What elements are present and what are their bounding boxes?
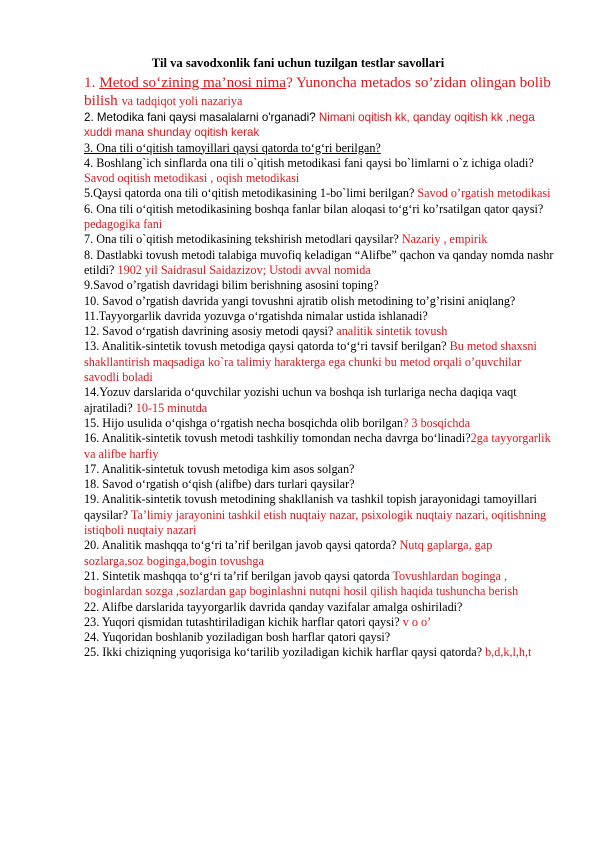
question-text: 7. Ona tili o`qitish metodikasining tekshirish metodlari qaysilar? [84, 232, 402, 247]
question-text: 24. Yuqoridan boshlanib yoziladigan bosh harflar qatori qaysi? [84, 630, 391, 645]
question-text: 6. Ona tili o‘qitish metodikasining boshqa fanlar bilan aloqasi to‘g‘ri ko’rsatilgan qator qaysi? [84, 201, 544, 216]
question-item-6 [84, 202, 554, 233]
question-text: 10. Savod o’rgatish davrida yangi tovushni ajratib olish metodining to’g’risini aniqlang? [84, 293, 516, 308]
question-item-7 [84, 232, 554, 247]
question-item-13 [84, 339, 554, 385]
question-item-15 [84, 416, 554, 431]
question-text: 18. Savod o‘rgatish o‘qish (alifbe) dars turlari qaysilar? [84, 477, 355, 492]
question-item-16 [84, 431, 554, 462]
question-item-18 [84, 477, 554, 492]
question-text: 15. Hijo usulida o‘qishga o‘rgatish necha bosqichda olib borilgan [84, 415, 403, 430]
question-item-2 [84, 110, 554, 141]
question-mark: ? [286, 74, 297, 91]
question-item-14 [84, 385, 554, 416]
answer-text: Bu metod shaxsni shakllantirish maqsadiga ko`ra talimiy harakterga ega chunki bu metod orqali o’quvchilar savodli boladi [84, 339, 537, 385]
answer-text: Savod o’rgatish metodikasi [417, 186, 551, 201]
answer-text: Nimani oqitish kk, qanday oqitish kk ,nega xuddi mana shunday oqitish kerak [84, 111, 535, 140]
question-item-19 [84, 492, 554, 538]
question-item-5 [84, 186, 554, 201]
question-item-8 [84, 248, 554, 279]
question-text: 19. Analitik-sintetik tovush metodining shakllanish va tashkil topish jarayonidagi tamoyillari qaysilar? [84, 492, 537, 522]
answer-text: 2ga tayyorgarlik va alifbe harfiy [84, 431, 551, 461]
question-item-24 [84, 630, 554, 645]
question-item-9 [84, 278, 554, 293]
question-text: 16. Analitik-sintetik tovush metodi tashkiliy tomondan necha davrga bo‘linadi? [84, 431, 471, 446]
question-text: 25. Ikki chiziqning yuqorisiga ko‘tarilib yoziladigan kichik harflar qaysi qatorda? [84, 645, 486, 660]
answer-text: Ta’limiy jarayonini tashkil etish nuqtaiy nazar, psixologik nuqtaiy nazari, oqitishning istiqboli nuqtaiy nazari [84, 507, 547, 538]
answer-text: v o o’ [402, 614, 432, 629]
question-text: 21. Sintetik mashqqa to‘g‘ri ta’rif berilgan javob qaysi qatorda [84, 568, 393, 583]
answer-text: analitik sintetik tovush [336, 324, 448, 339]
question-text: 9.Savod o’rgatish davridagi bilim berishning asosini toping? [84, 278, 379, 293]
question-item-12 [84, 324, 554, 339]
answer-text: Tovushlardan boginga , boginlardan sozga ,sozlardan gap boginlashni nutqni hosil qilish haqida tushuncha berish [84, 568, 519, 599]
answer-text: b,d,k,l,h,t [485, 645, 532, 660]
page-title: Til va savodxonlik fani uchun tuzilgan testlar savollari [151, 56, 445, 70]
question-text: 17. Analitik-sintetuk tovush metodiga kim asos solgan? [84, 461, 355, 476]
question-item-4 [84, 156, 554, 187]
question-text: 14.Yozuv darslarida o‘quvchilar yozishi uchun va boshqa ish turlariga necha daqiqa vaqt ajratiladi? [84, 385, 517, 415]
answer-text: 10-15 minutda [135, 400, 208, 415]
question-text: 2. Metodika fani qaysi masalalarni o'rganadi? [84, 111, 319, 124]
question-text: 20. Analitik mashqqa to‘g‘ri ta’rif berilgan javob qaysi qatorda? [84, 538, 400, 553]
question-number: 1. [84, 74, 100, 91]
answer-text: Nazariy , empirik [401, 232, 488, 247]
question-item-20 [84, 538, 554, 569]
question-text: 11.Tayyorgarlik davrida yozuvga o‘rgatishda nimalar ustida ishlanadi? [84, 308, 428, 323]
question-text: 8. Dastlabki tovush metodi talabiga muvofiq keladigan “Alifbe” qachon va qanday nomda nashr etildi? [84, 247, 554, 277]
answer-text: 1902 yil Saidrasul Saidazizov; Ustodi avval nomida [117, 262, 371, 277]
question-list [84, 74, 554, 661]
question-item-22 [84, 600, 554, 615]
answer-text: pedagogika fani [84, 217, 163, 232]
question-item-1 [84, 74, 554, 110]
question-text: 4. Boshlang`ich sinflarda ona tili o`qitish metodikasi fani qaysi bo`limlarni o`z ichiga oladi? [84, 155, 534, 170]
question-text: 12. Savod o‘rgatish davrining asosiy metodi qaysi? [84, 324, 337, 339]
answer-text: Savod oqitish metodikasi , oqish metodikasi [84, 171, 300, 186]
question-item-10 [84, 294, 554, 309]
question-text: 13. Analitik-sintetik tovush metodiga qaysi qatorda to‘g‘ri tavsif berilgan? [84, 339, 450, 354]
question-text: 22. Alifbe darslarida tayyorgarlik davrida qanday vazifalar amalga oshiriladi? [84, 599, 463, 614]
question-item-23 [84, 615, 554, 630]
question-text: Metod so‘zining ma’nosi nima [99, 74, 287, 91]
question-item-17 [84, 462, 554, 477]
answer-text: ? 3 bosqichda [402, 415, 470, 430]
answer-text-small: va tadqiqot yoli nazariya [121, 94, 243, 108]
question-item-11 [84, 309, 554, 324]
question-text: 5.Qaysi qatorda ona tili o‘qitish metodikasining 1-bo`limi berilgan? [84, 186, 418, 201]
question-text: 3. Ona tili o‘qitish tamoyillari qaysi qatorda to‘g‘ri berilgan? [84, 140, 381, 155]
answer-text: Nutq gaplarga, gap sozlarga,soz boginga,bogin tovushga [84, 538, 493, 568]
question-item-21 [84, 569, 554, 600]
question-item-3 [84, 141, 554, 156]
question-text: 23. Yuqori qismidan tutashtiriladigan kichik harflar qatori qaysi? [84, 614, 403, 629]
answer-text: Yunoncha metados so’zidan olingan bolib bilish [84, 74, 551, 109]
question-item-25 [84, 645, 554, 660]
